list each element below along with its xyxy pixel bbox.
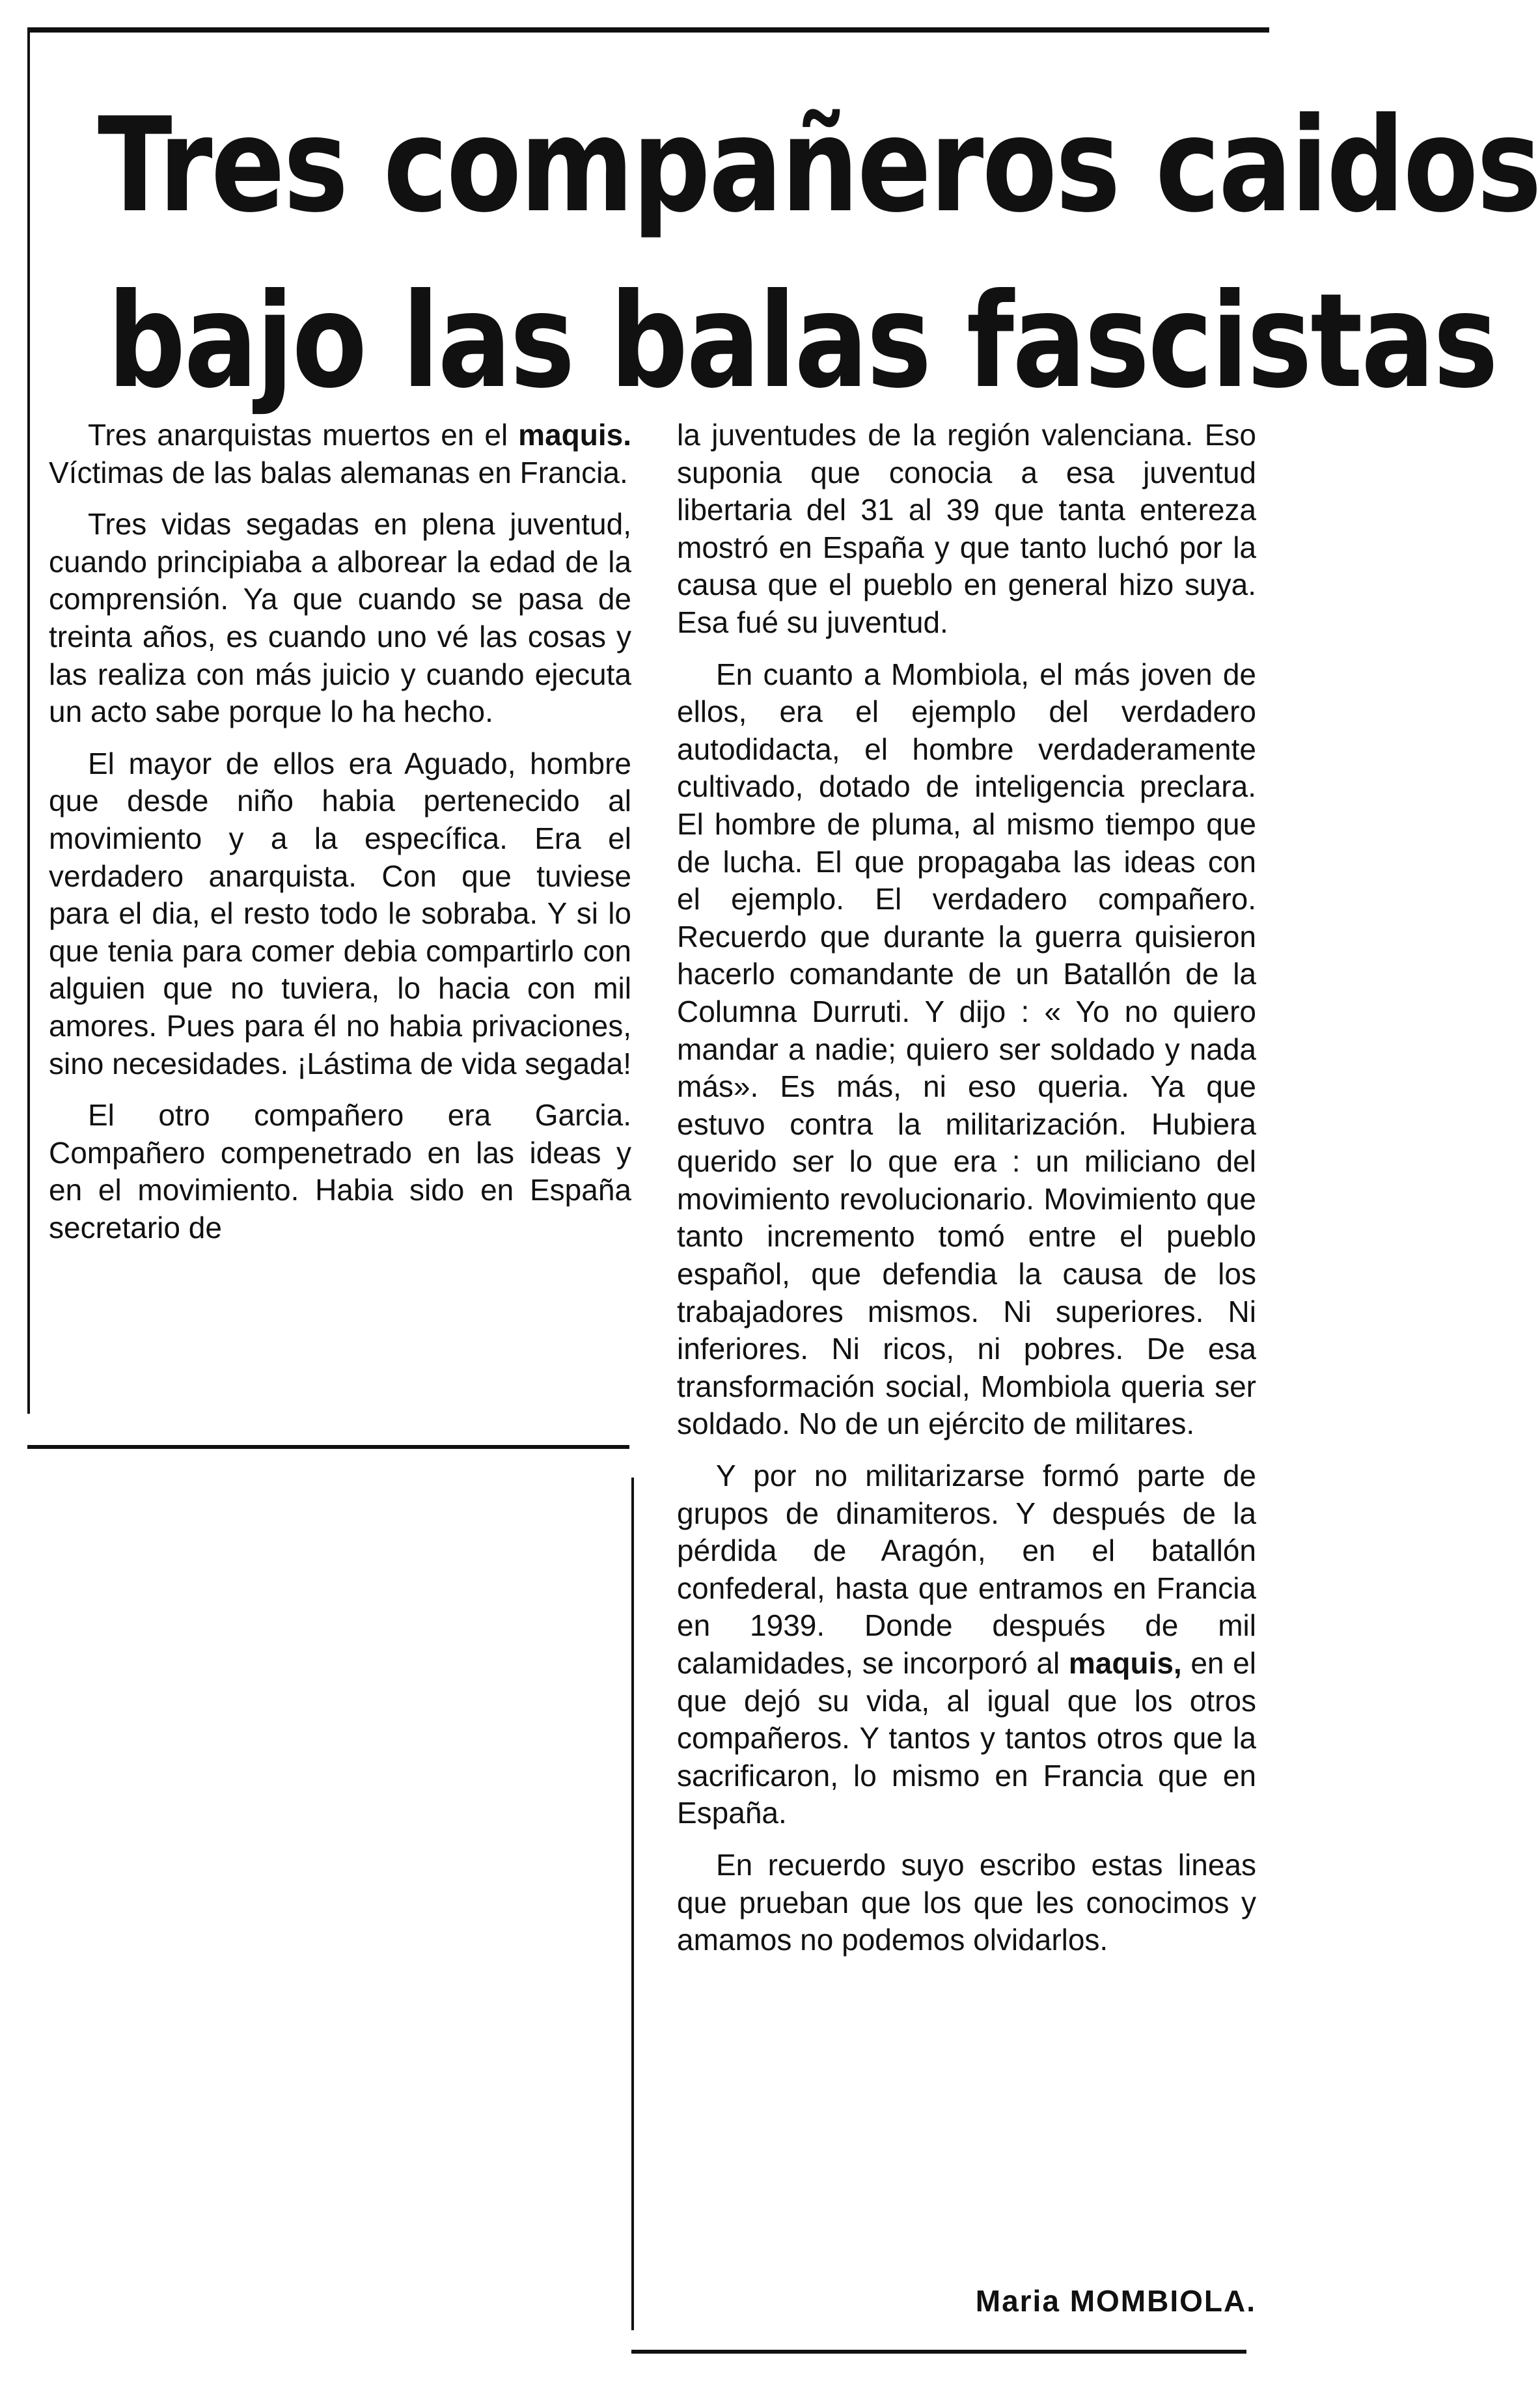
right-column-left-border	[631, 1478, 634, 2330]
paragraph: El otro compañero era Garcia. Compañero compenetrado en las ideas y en el movimiento. Habia sido en España secretario de	[49, 1098, 631, 1245]
bottom-rule	[631, 2350, 1246, 2354]
paragraph: Y por no militarizarse formó parte de grupos de dinamiteros. Y después de la pérdida de Aragón, en el batallón confederal, hasta que entramos en Francia en 1939. Donde después de mil calamidades, se incorporó al maquis, en el que dejó su vida, al igual que los otros compañeros. Y tantos y tantos otros que la sacrificaron, lo mismo en Francia que en España.	[677, 1459, 1256, 1830]
paragraph: En cuanto a Mombiola, el más joven de ellos, era el ejemplo del verdadero autodidacta, el hombre verdaderamente cultivado, dotado de inteligencia preclara. El hombre de pluma, al mismo tiempo que de lucha. El que propagaba las ideas con el ejemplo. El verdadero compañero. Recuerdo que durante la guerra quisieron hacerlo comandante de un Batallón de la Columna Durruti. Y dijo : « Yo no quiero mandar a nadie; quiero ser soldado y nada más». Es más, ni eso queria. Ya que estuvo contra la militarización. Hubiera querido ser lo que era : un miliciano del movimiento revolucionario. Movimiento que tanto incremento tomó entre el pueblo español, que defendia la causa de los trabajadores mismos. Ni superiores. Ni inferiores. Ni ricos, ni pobres. De esa transformación social, Mombiola queria ser soldado. No de un ejército de militares.	[677, 657, 1256, 1441]
left-border	[27, 27, 30, 1414]
left-column-bottom-rule	[27, 1445, 629, 1449]
paragraph: En recuerdo suyo escribo estas lineas que prueban que los que les conocimos y amamos no podemos olvidarlos.	[677, 1847, 1256, 1957]
headline-line-2: bajo las balas fascistas	[107, 266, 1497, 417]
paragraph: Tres anarquistas muertos en el maquis. Víctimas de las balas alemanas en Francia.	[49, 418, 631, 489]
top-rule	[29, 27, 1269, 33]
headline-line-1: Tres compañeros caidos	[98, 90, 1540, 241]
paragraph: El mayor de ellos era Aguado, hombre que desde niño habia pertenecido al movimiento y a la específica. Era el verdadero anarquista. Con que tuviese para el dia, el resto todo le sobraba. Y si lo que tenia para comer debia compartirlo con alguien que no tuviera, lo hacia con mil amores. Pues para él no habia privaciones, sino necesidades. ¡Lástima de vida segada!	[49, 746, 632, 1080]
signature: Maria MOMBIOLA.	[975, 2284, 1256, 2318]
left-column	[49, 417, 631, 1261]
paragraph: la juventudes de la región valenciana. Eso suponia que conocia a esa juventud libertaria del 31 al 39 que tanta entereza mostró en España y que tanto luchó por la causa que el pueblo en general hizo suya. Esa fué su juventud.	[677, 418, 1256, 639]
right-column	[677, 417, 1256, 1974]
paragraph: Tres vidas segadas en plena juventud, cuando principiaba a alborear la edad de la comprensión. Ya que cuando se pasa de treinta años, es cuando uno vé las cosas y las realiza con más juicio y cuando ejecuta un acto sabe porque lo ha hecho.	[49, 507, 631, 729]
